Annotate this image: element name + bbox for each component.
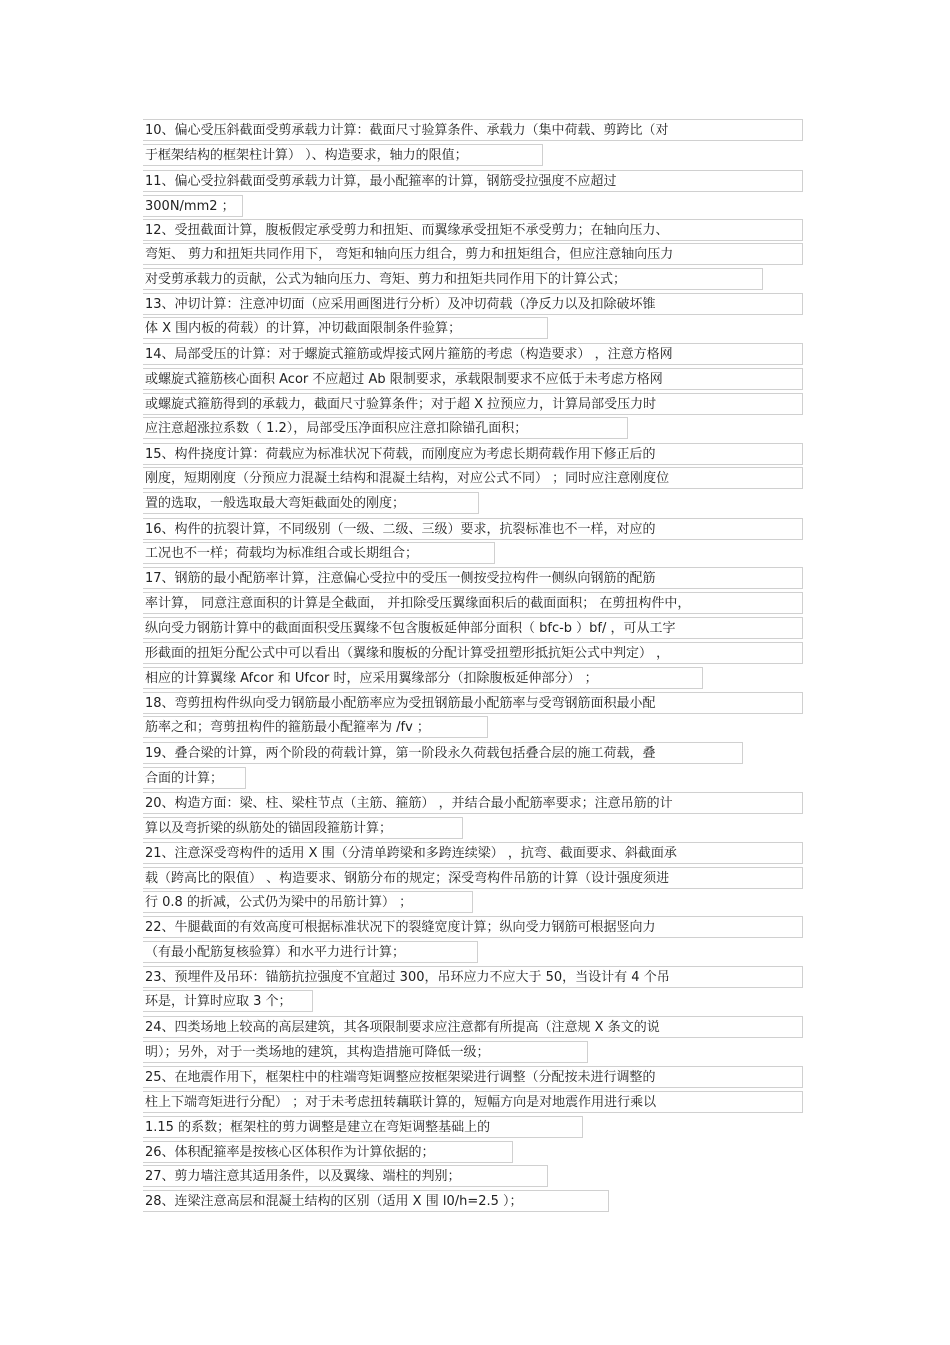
text-line: 明）；另外，对于一类场地的建筑，其构造措施可降低一级； (143, 1041, 588, 1063)
text-line: 24、四类场地上较高的高层建筑，其各项限制要求应注意都有所提高（注意规 X 条文的说 (143, 1016, 803, 1038)
text-line: 1.15 的系数；框架柱的剪力调整是建立在弯矩调整基础上的 (143, 1116, 583, 1138)
text-line: 对受剪承载力的贡献，公式为轴向压力、弯矩、剪力和扭矩共同作用下的计算公式； (143, 268, 763, 290)
text-line: （有最小配筋复核验算）和水平力进行计算； (143, 941, 478, 963)
text-line: 体 X 围内板的荷载）的计算，冲切截面限制条件验算； (143, 317, 548, 339)
text-line: 形截面的扭矩分配公式中可以看出（翼缘和腹板的分配计算受扭塑形抵抗矩公式中判定） ， (143, 642, 803, 664)
text-line: 17、钢筋的最小配筋率计算，注意偏心受拉中的受压一侧按受拉构件一侧纵向钢筋的配筋 (143, 567, 803, 589)
text-line: 14、局部受压的计算：对于螺旋式箍筋或焊接式网片箍筋的考虑（构造要求） ，注意方格网 (143, 343, 803, 365)
text-line: 算以及弯折梁的纵筋处的锚固段箍筋计算； (143, 817, 463, 839)
text-line: 环是，计算时应取 3 个； (143, 990, 313, 1012)
text-line: 15、构件挠度计算：荷载应为标准状况下荷载，而刚度应为考虑长期荷载作用下修正后的 (143, 443, 803, 465)
text-line: 27、剪力墙注意其适用条件，以及翼缘、端柱的判别； (143, 1165, 548, 1187)
text-line: 20、构造方面：梁、柱、梁柱节点（主筋、箍筋） ，并结合最小配筋率要求；注意吊筋的计 (143, 792, 803, 814)
text-line: 载（跨高比的限值） 、构造要求、钢筋分布的规定；深受弯构件吊筋的计算（设计强度须进 (143, 867, 803, 889)
text-line: 应注意超涨拉系数（ 1.2），局部受压净面积应注意扣除锚孔面积； (143, 417, 628, 439)
text-line: 12、受扭截面计算，腹板假定承受剪力和扭矩、而翼缘承受扭矩不承受剪力；在轴向压力、 (143, 219, 803, 241)
text-line: 300N/mm2 ； (143, 195, 243, 217)
text-line: 置的选取，一般选取最大弯矩截面处的刚度； (143, 492, 479, 514)
text-line: 相应的计算翼缘 Afcor 和 Ufcor 时，应采用翼缘部分（扣除腹板延伸部分） ； (143, 667, 703, 689)
text-line: 刚度，短期刚度（分预应力混凝土结构和混凝土结构，对应公式不同） ；同时应注意刚度位 (143, 467, 803, 489)
text-line: 23、预埋件及吊环：锚筋抗拉强度不宜超过 300，吊环应力不应大于 50，当设计有 4 个吊 (143, 966, 803, 988)
text-line: 或螺旋式箍筋核心面积 Acor 不应超过 Ab 限制要求，承载限制要求不应低于未考虑方格网 (143, 368, 803, 390)
text-line: 筋率之和；弯剪扭构件的箍筋最小配箍率为 /fv ； (143, 716, 488, 738)
text-line: 13、冲切计算：注意冲切面（应采用画图进行分析）及冲切荷载（净反力以及扣除破坏锥 (143, 293, 803, 315)
text-line: 或螺旋式箍筋得到的承载力，截面尺寸验算条件；对于超 X 拉预应力，计算局部受压力时 (143, 393, 803, 415)
text-line: 纵向受力钢筋计算中的截面面积受压翼缘不包含腹板延伸部分面积（ bfc-b ）bf/ ，可从工字 (143, 617, 803, 639)
text-line: 行 0.8 的折减，公式仍为梁中的吊筋计算） ； (143, 891, 473, 913)
text-line: 19、叠合梁的计算，两个阶段的荷载计算，第一阶段永久荷载包括叠合层的施工荷载，叠 (143, 742, 743, 764)
text-line: 22、牛腿截面的有效高度可根据标准状况下的裂缝宽度计算；纵向受力钢筋可根据竖向力 (143, 916, 803, 938)
text-line: 柱上下端弯矩进行分配） ；对于未考虑扭转藕联计算的，短幅方向是对地震作用进行乘以 (143, 1091, 803, 1113)
text-line: 16、构件的抗裂计算，不同级别（一级、二级、三级）要求，抗裂标准也不一样，对应的 (143, 518, 803, 540)
text-line: 21、注意深受弯构件的适用 X 围（分清单跨梁和多跨连续梁） ，抗弯、截面要求、斜截面承 (143, 842, 803, 864)
text-line: 弯矩、 剪力和扭矩共同作用下， 弯矩和轴向压力组合，剪力和扭矩组合，但应注意轴向压力 (143, 243, 803, 265)
text-line: 26、体积配箍率是按核心区体积作为计算依据的； (143, 1141, 513, 1163)
text-line: 率计算， 同意注意面积的计算是全截面， 并扣除受压翼缘面积后的截面面积； 在剪扭构件中， (143, 592, 803, 614)
text-line: 18、弯剪扭构件纵向受力钢筋最小配筋率应为受扭钢筋最小配筋率与受弯钢筋面积最小配 (143, 692, 803, 714)
text-line: 合面的计算； (143, 767, 246, 789)
text-line: 工况也不一样；荷载均为标准组合或长期组合； (143, 542, 495, 564)
text-line: 28、连梁注意高层和混凝土结构的区别（适用 X 围 l0/h=2.5 ）； (143, 1190, 609, 1212)
text-line: 11、偏心受拉斜截面受剪承载力计算，最小配箍率的计算，钢筋受拉强度不应超过 (143, 170, 803, 192)
text-line: 于框架结构的框架柱计算） ）、构造要求，轴力的限值； (143, 144, 543, 166)
text-line: 10、偏心受压斜截面受剪承载力计算：截面尺寸验算条件、承载力（集中荷载、剪跨比（对 (143, 119, 803, 141)
text-line: 25、在地震作用下，框架柱中的柱端弯矩调整应按框架梁进行调整（分配按未进行调整的 (143, 1066, 803, 1088)
